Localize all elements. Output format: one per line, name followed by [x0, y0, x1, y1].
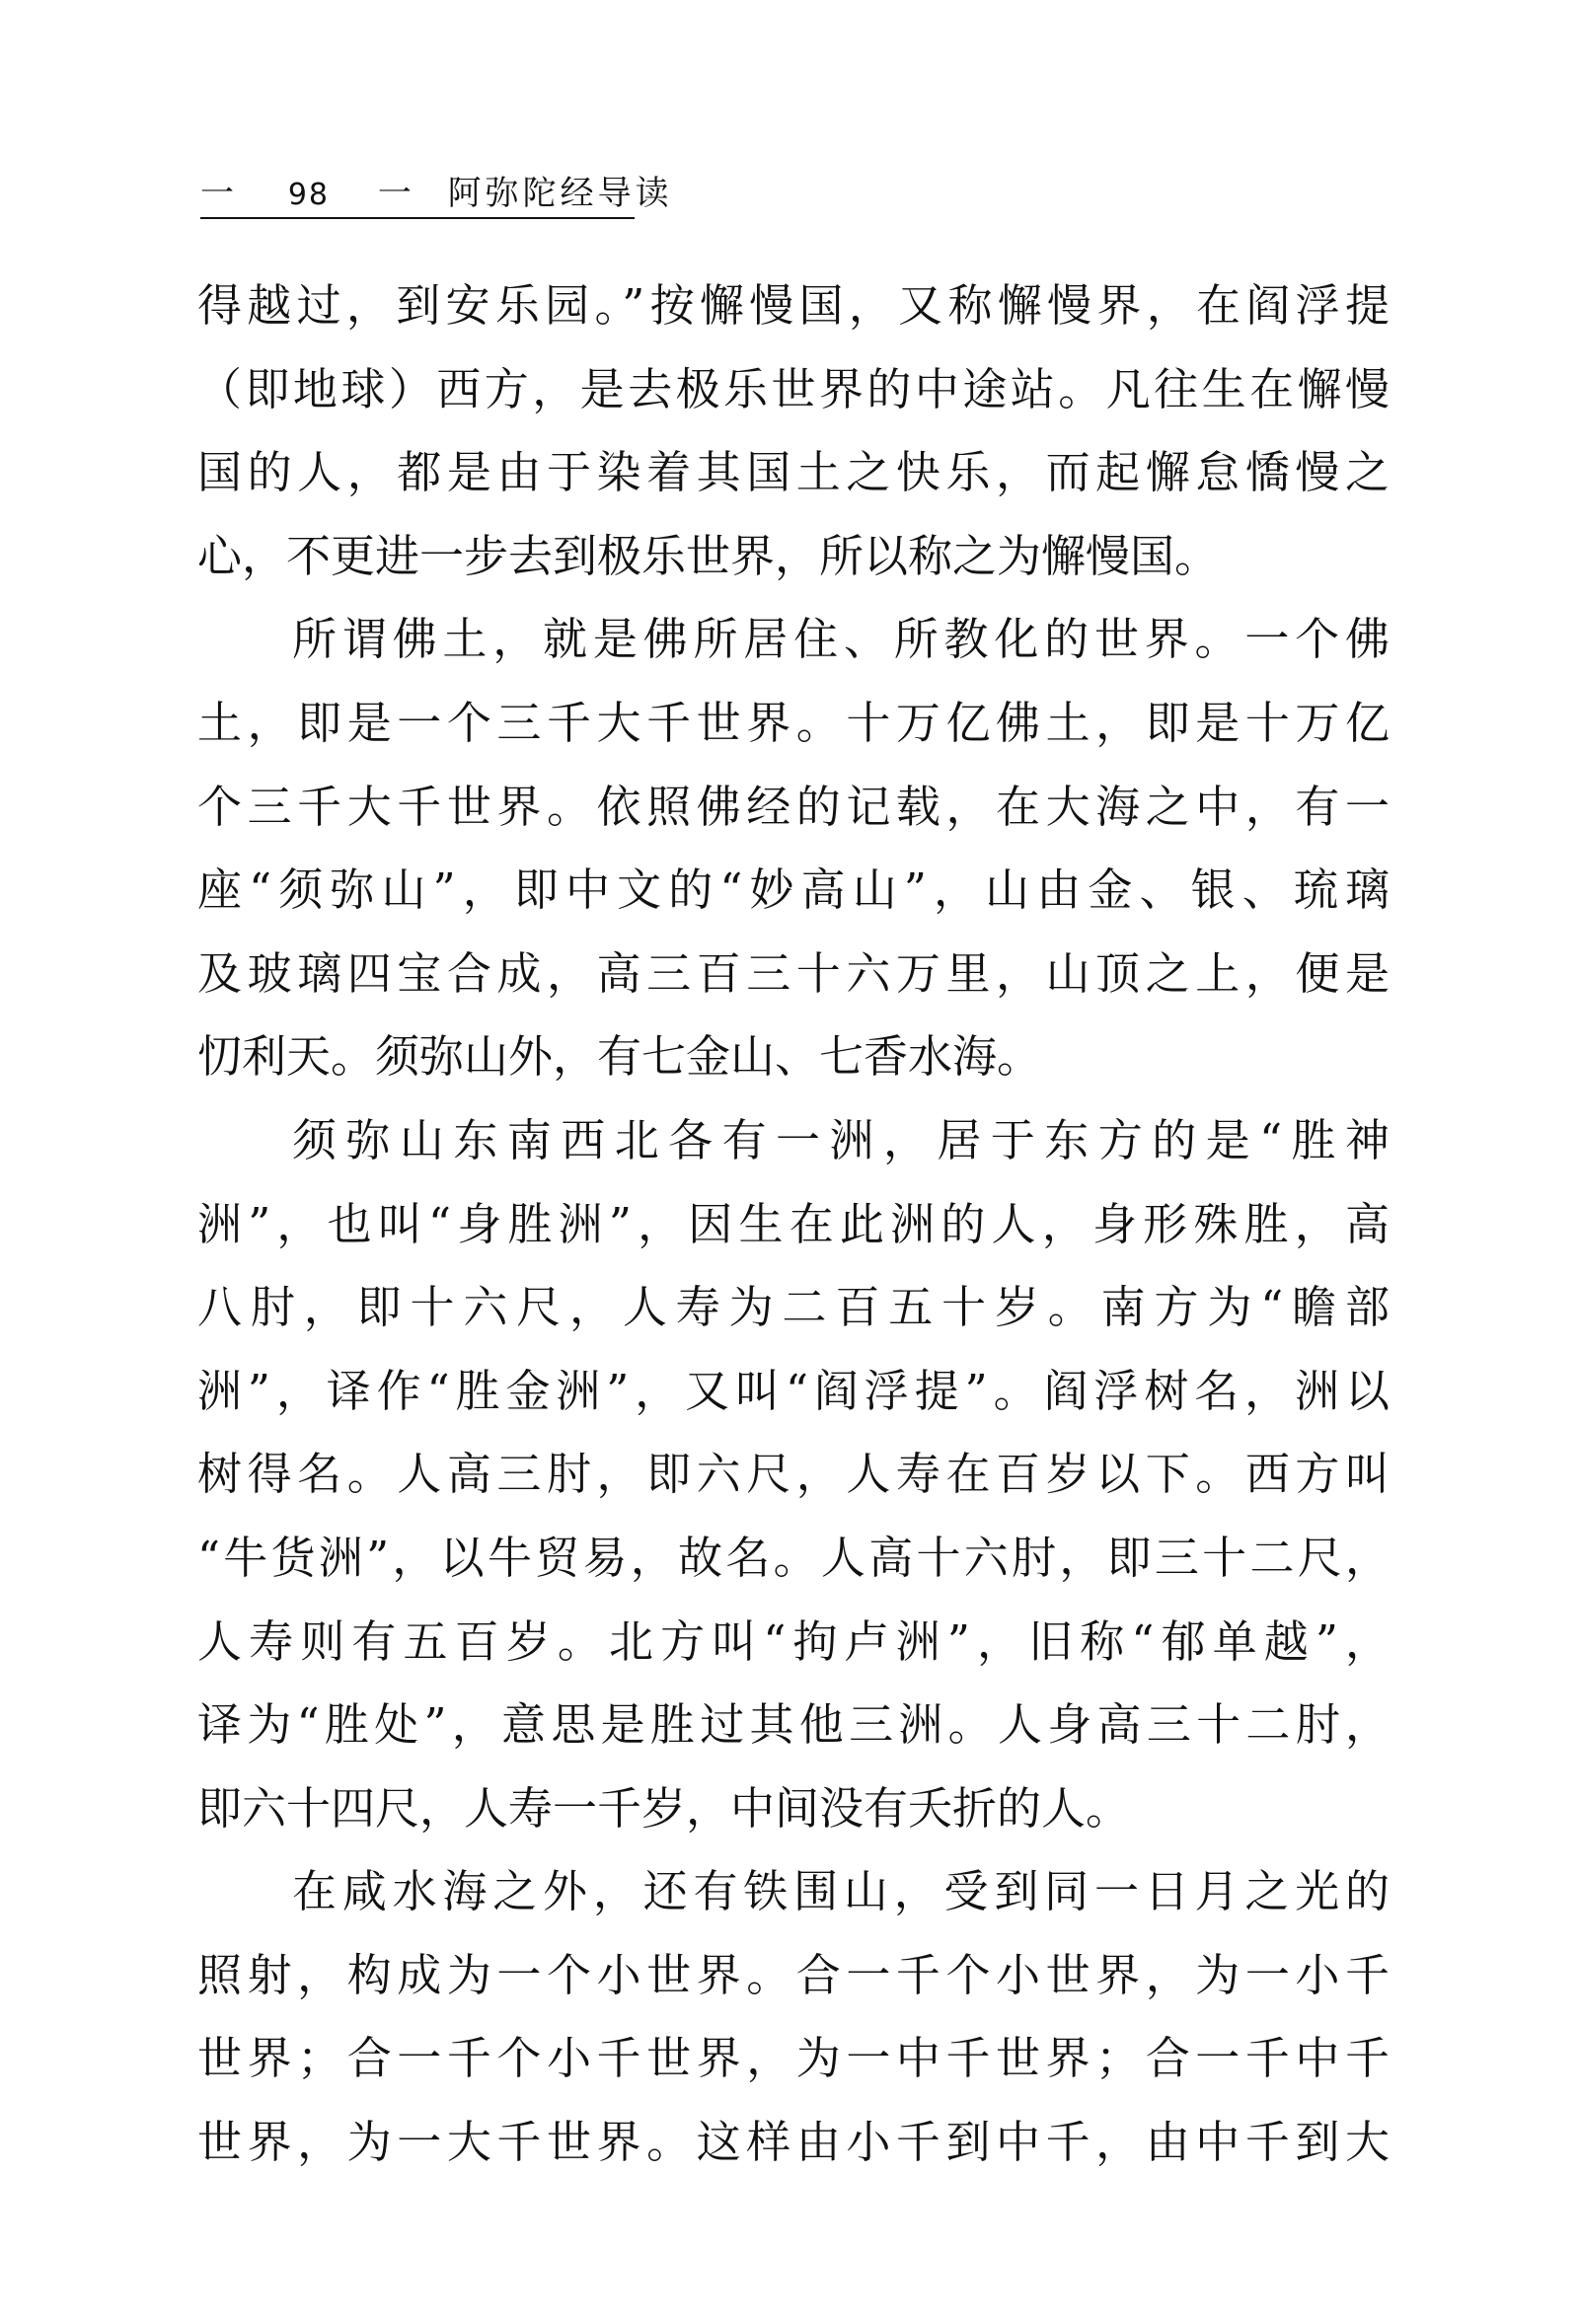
text-line: 所谓佛土，就是佛所居住、所教化的世界。一个佛	[292, 613, 1390, 666]
text-line: 人寿则有五百岁。北方叫“拘卢洲”，旧称“郁单越”，	[197, 1614, 1390, 1668]
header-dash-right: 一	[377, 174, 414, 213]
text-line: 得越过，到安乐园。”按懈慢国，又称懈慢界，在阎浮提	[197, 279, 1390, 332]
text-line: 座“须弥山”，即中文的“妙高山”，山由金、银、琉璃	[197, 863, 1390, 917]
header-dash-left: 一	[200, 174, 236, 213]
text-line: 在咸水海之外，还有铁围山，受到同一日月之光的	[292, 1865, 1390, 1918]
text-line: 八肘，即十六尺，人寿为二百五十岁。南方为“瞻部	[197, 1281, 1390, 1334]
text-line: 及玻璃四宝合成，高三百三十六万里，山顶之上，便是	[197, 946, 1390, 1000]
text-line: 世界，为一大千世界。这样由小千到中千，由中千到大	[197, 2116, 1390, 2169]
text-line: （即地球）西方，是去极乐世界的中途站。凡往生在懈慢	[197, 362, 1390, 415]
text-line: 国的人，都是由于染着其国土之快乐，而起懈怠憍慢之	[197, 446, 1390, 499]
text-line: 土，即是一个三千大千世界。十万亿佛土，即是十万亿	[197, 696, 1390, 749]
text-line: 个三千大千世界。依照佛经的记载，在大海之中，有一	[197, 780, 1390, 833]
text-line: 照射，构成为一个小世界。合一千个小世界，为一小千	[197, 1948, 1390, 2001]
text-line: 忉利天。须弥山外，有七金山、七香水海。	[197, 1030, 1042, 1084]
body-text	[197, 264, 1390, 2185]
text-line: 洲”，也叫“身胜洲”，因生在此洲的人，身形殊胜，高	[197, 1197, 1390, 1250]
text-line: 译为“胜处”，意思是胜过其他三洲。人身高三十二肘，	[197, 1698, 1390, 1752]
text-line: 树得名。人高三肘，即六尺，人寿在百岁以下。西方叫	[197, 1448, 1390, 1501]
page-number: 98	[287, 178, 330, 212]
running-header	[200, 170, 673, 219]
text-line: 即六十四尺，人寿一千岁，中间没有夭折的人。	[197, 1781, 1131, 1835]
text-line: 心，不更进一步去到极乐世界，所以称之为懈慢国。	[197, 529, 1220, 582]
text-line: 世界；合一千个小千世界，为一中千世界；合一千中千	[197, 2032, 1390, 2085]
book-title: 阿弥陀经导读	[447, 174, 673, 213]
text-line: 须弥山东南西北各有一洲，居于东方的是“胜神	[292, 1113, 1390, 1166]
text-line: “牛货洲”，以牛贸易，故名。人高十六肘，即三十二尺，	[197, 1531, 1390, 1584]
text-line: 洲”，译作“胜金洲”，又叫“阎浮提”。阎浮树名，洲以	[197, 1364, 1390, 1417]
